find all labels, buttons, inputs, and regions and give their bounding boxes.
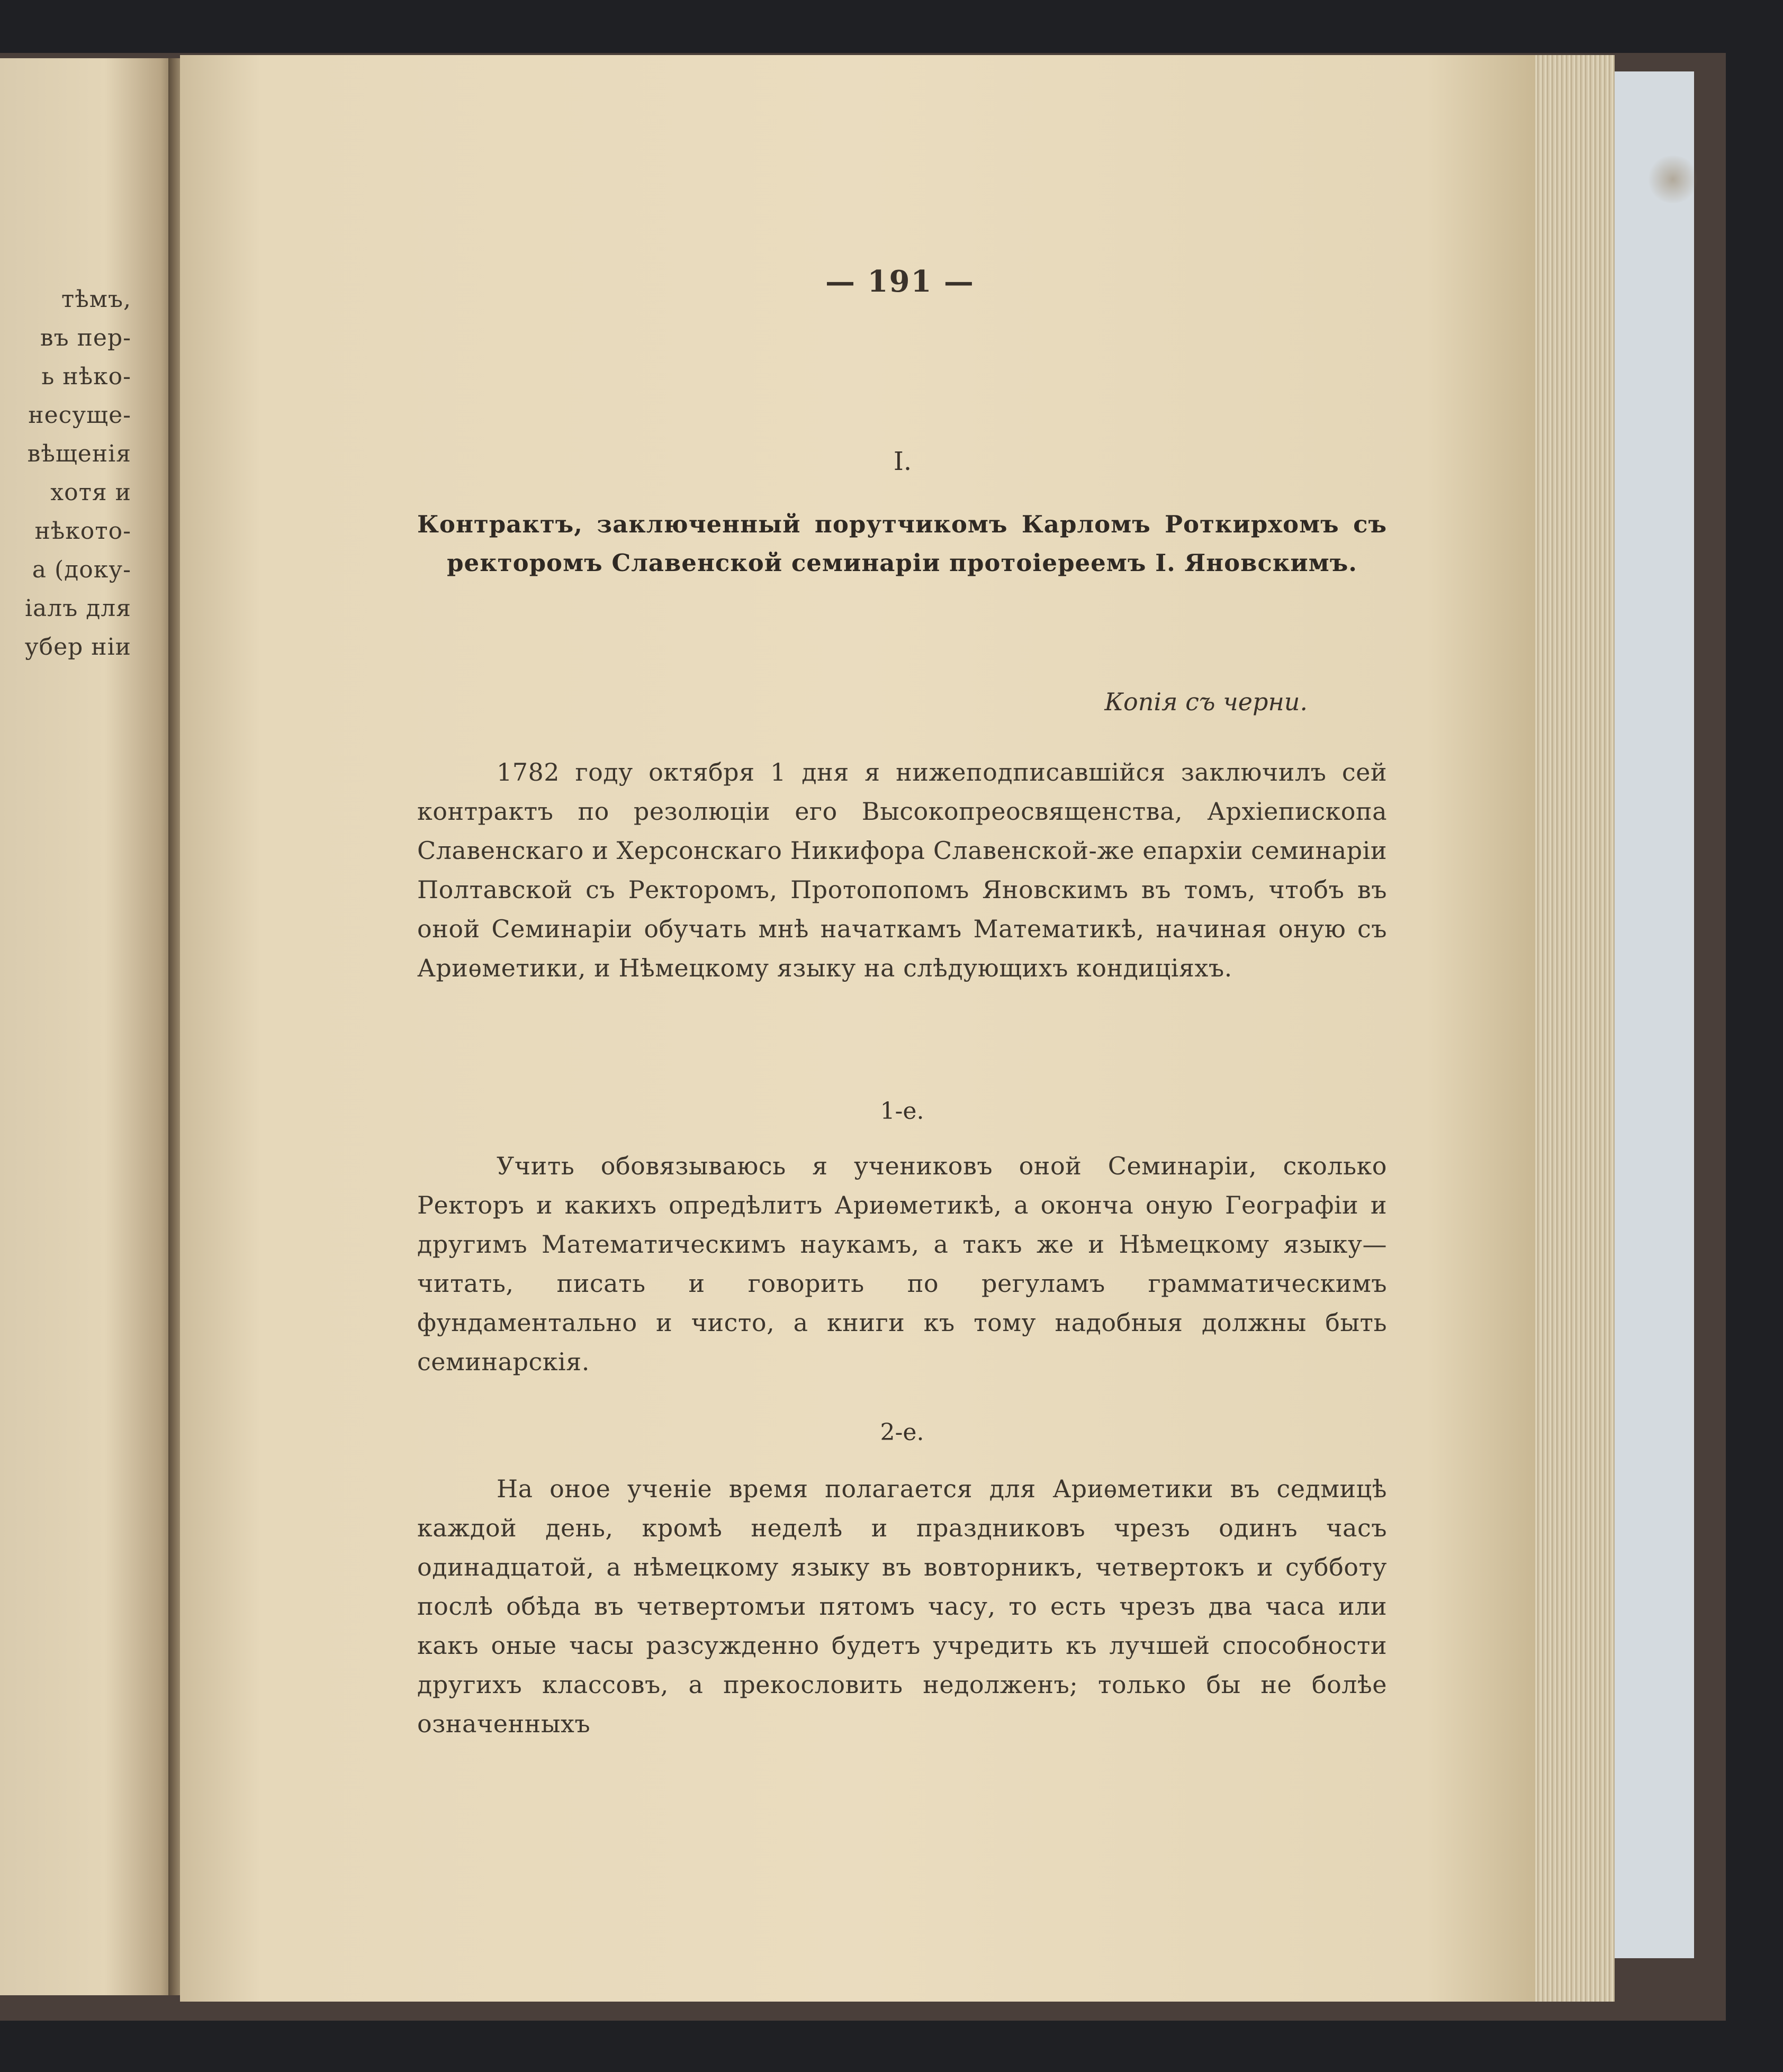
left-fragment: несуще- (28, 402, 131, 429)
left-fragment: убер ніи (24, 634, 131, 660)
left-fragment: ь нѣко- (41, 363, 131, 390)
copy-note: Копія съ черни. (1104, 687, 1308, 716)
page-number: — 191 — (825, 264, 975, 299)
left-fragment: нѣкото- (34, 518, 131, 545)
clause-1-label: 1-е. (880, 1098, 924, 1125)
clause-2-label: 2-е. (880, 1419, 924, 1446)
left-fragment: тѣмъ, (61, 286, 131, 313)
left-fragment: вѣщенія (27, 440, 131, 467)
document-heading: Контрактъ, заключенный порутчикомъ Карломъ Роткирхомъ съ ректоромъ Славенской семинаріи протоіереемъ І. Яновскимъ. (417, 510, 1387, 577)
section-number: I. (893, 447, 912, 476)
backing-sheet (1615, 71, 1694, 1958)
right-page (180, 55, 1535, 2002)
left-fragment: а (доку- (32, 556, 131, 583)
left-fragment: хотя и (50, 479, 131, 506)
left-fragment: въ пер- (40, 324, 131, 351)
page-block-edges (1530, 55, 1615, 2002)
left-fragment: іалъ для (24, 595, 131, 622)
left-page-text (0, 286, 131, 688)
clause-1-text: Учить обовязываюсь я учениковъ оной Семинаріи, сколько Ректоръ и какихъ опредѣлитъ Ариѳметикѣ, а окончa оную Географіи и другимъ Математическимъ наукамъ, а такъ же и Нѣмецкому языку—читать, писать и говорить по регуламъ грамматическимъ фундаментально и чисто, а книги къ тому надобныя должны быть семинарскія. (417, 1152, 1387, 1376)
intro-paragraph: 1782 году октября 1 дня я нижеподписавшійся заключилъ сей контрактъ по резолюціи его Высокопреосвященства, Архіепископа Славенскаго и Херсонскаго Никифора Славенской-же епархіи семинаріи Полтавской съ Ректоромъ, Протопопомъ Яновскимъ въ томъ, чтобъ въ оной Семинаріи обучать мнѣ начаткамъ Математикѣ, начиная оную съ Ариѳметики, и Нѣмецкому языку на слѣдующихъ кондиціяхъ. (417, 758, 1387, 982)
page-stain (1646, 156, 1699, 203)
clause-2-text: На оное ученіе время полагается для Ариѳметики въ седмицѣ каждой день, кромѣ неделѣ и праздниковъ чрезъ одинъ часъ одинадцатой, а нѣмецкому языку въ вовторникъ, четвертокъ и субботу послѣ обѣда въ четвертомъи пятомъ часу, то есть чрезъ два часа или какъ оные часы разсужденно будетъ учредить къ лучшей способности другихъ классовъ, а прекословить недолженъ; только бы не болѣе означенныхъ (417, 1474, 1387, 1738)
